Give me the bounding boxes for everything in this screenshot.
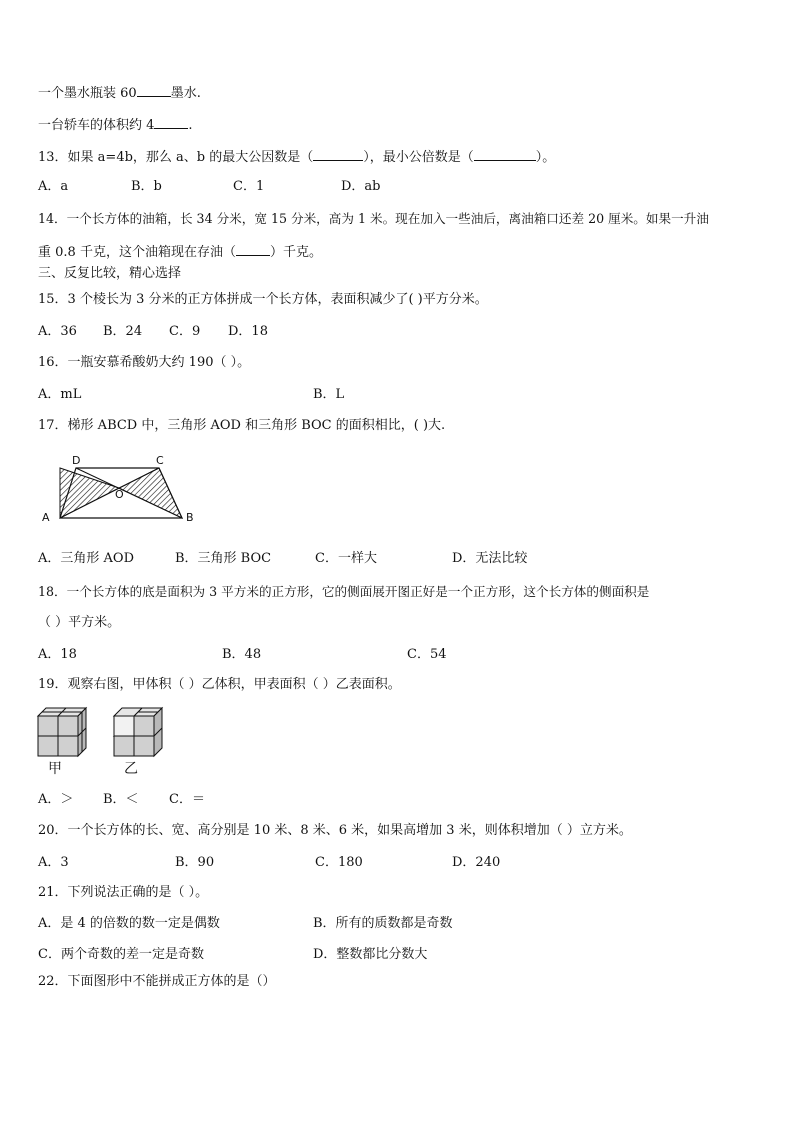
option-c[interactable]: C．9 [169, 324, 201, 339]
section-heading: 三、反复比较，精心选择 [38, 266, 182, 281]
option-b[interactable]: B．90 [175, 855, 215, 870]
cube-figures [36, 706, 166, 760]
option-c[interactable]: C．54 [407, 647, 447, 662]
label-d: D [72, 454, 81, 467]
option-b[interactable]: B．＜ [103, 792, 139, 807]
option-d[interactable]: D．无法比较 [452, 551, 528, 566]
caption-jia: 甲 [48, 761, 62, 777]
question-22: 22．下面图形中不能拼成正方体的是（） [38, 974, 276, 989]
answer-blank[interactable] [154, 114, 188, 129]
question-13: 13．如果 a=4b，那么 a、b 的最大公因数是（ ），最小公倍数是（ ）。 [38, 146, 555, 167]
option-a[interactable]: A．a [38, 179, 69, 194]
option-a[interactable]: A．18 [38, 647, 77, 662]
question-20: 20．一个长方体的长、宽、高分别是 10 米、8 米、6 米，如果高增加 3 米，则体积增加（ ）立方米。 [38, 823, 632, 838]
option-d[interactable]: D．整数都比分数大 [313, 947, 428, 962]
question-19: 19．观察右图，甲体积（ ）乙体积，甲表面积（ ）乙表面积。 [38, 677, 401, 692]
answer-blank[interactable] [137, 82, 171, 97]
trapezoid-figure [38, 450, 208, 530]
label-a: A [42, 511, 50, 524]
option-c[interactable]: C．1 [233, 179, 265, 194]
question-21: 21．下列说法正确的是（ ）。 [38, 885, 209, 900]
question-18-line1: 18．一个长方体的底是面积为 3 平方米的正方形，它的侧面展开图正好是一个正方形，这个长方体的侧面积是 [38, 584, 650, 599]
option-b[interactable]: B．48 [222, 647, 262, 662]
question-18-line2: （ ）平方米。 [38, 615, 121, 630]
caption-yi: 乙 [124, 761, 138, 777]
option-c[interactable]: C．＝ [169, 792, 205, 807]
option-c[interactable]: C．180 [315, 855, 363, 870]
question-14-line1: 14．一个长方体的油箱，长 34 分米，宽 15 分米，高为 1 米。现在加入一些油后，离油箱口还差 20 厘米。如果一升油 [38, 211, 709, 226]
answer-blank[interactable] [236, 241, 270, 256]
option-a[interactable]: A．3 [38, 855, 69, 870]
question-14-line2: 重 0.8 千克，这个油箱现在存油（ ）千克。 [38, 241, 322, 262]
option-a[interactable]: A．mL [38, 387, 82, 402]
answer-blank[interactable] [474, 146, 536, 161]
fill-line-ink-bottle: 一个墨水瓶装 60 墨水. [38, 82, 201, 103]
option-b[interactable]: B．三角形 BOC [175, 551, 272, 566]
answer-blank[interactable] [313, 146, 363, 161]
option-d[interactable]: D．ab [341, 179, 381, 194]
option-b[interactable]: B．b [131, 179, 162, 194]
option-b[interactable]: B．所有的质数都是奇数 [313, 916, 453, 931]
option-a[interactable]: A．是 4 的倍数的数一定是偶数 [38, 916, 220, 931]
option-d[interactable]: D．18 [228, 324, 268, 339]
option-a[interactable]: A．三角形 AOD [38, 551, 134, 566]
option-c[interactable]: C．一样大 [315, 551, 377, 566]
label-o: O [115, 488, 124, 501]
question-17: 17．梯形 ABCD 中，三角形 AOD 和三角形 BOC 的面积相比，( )大. [38, 418, 446, 433]
option-a[interactable]: A．＞ [38, 792, 74, 807]
option-b[interactable]: B．L [313, 387, 345, 402]
shape-jia [38, 708, 86, 756]
label-b: B [186, 511, 194, 524]
option-b[interactable]: B．24 [103, 324, 143, 339]
question-16: 16．一瓶安慕希酸奶大约 190（ ）。 [38, 355, 251, 370]
option-d[interactable]: D．240 [452, 855, 501, 870]
option-c[interactable]: C．两个奇数的差一定是奇数 [38, 947, 204, 962]
question-15: 15．3 个棱长为 3 分米的正方体拼成一个长方体，表面积减少了( )平方分米。 [38, 292, 488, 307]
label-c: C [156, 454, 164, 467]
fill-line-car-volume: 一台轿车的体积约 4 . [38, 114, 193, 135]
shape-yi [114, 708, 162, 756]
option-a[interactable]: A．36 [38, 324, 77, 339]
